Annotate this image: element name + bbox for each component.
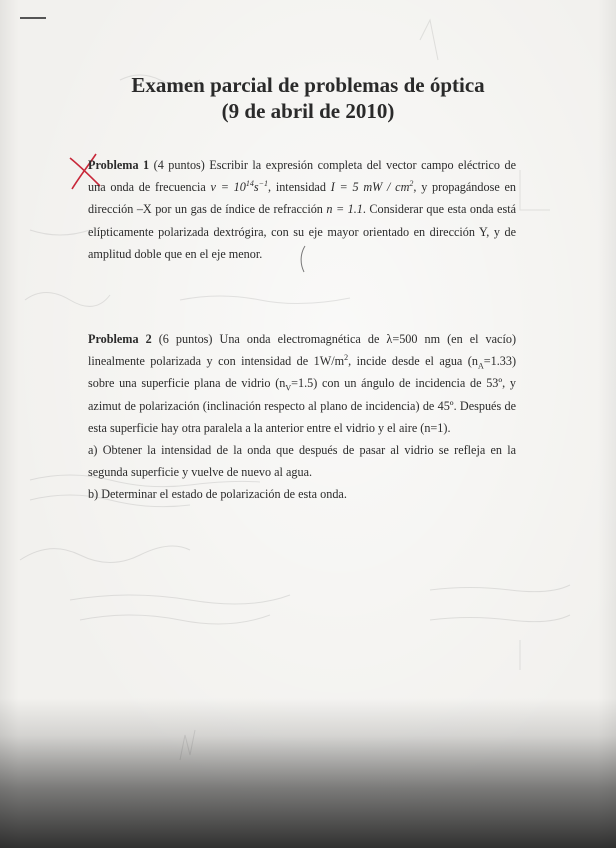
title-line-2: (9 de abril de 2010) <box>221 99 395 123</box>
problem-2-statement: Problema 2 (6 puntos) Una onda electromagnética de λ=500 nm (en el vacío) linealmente polarizada y con intensidad de $1W/m^2$, incide desde el agua $(n_A=1.33)$ sobre una superficie plana de vidrio $(n_V=1.5)$ con un ángulo de incidencia de 53º, y azimut de polarización (inclinación respecto al plano de incidencia) de 45º. Después de esta superficie hay otra paralela a la anterior entre el vidrio y el aire (n=1). <box>88 332 517 435</box>
problem-2-part-a: a) Obtener la intensidad de la onda que después de pasar al vidrio se refleja en la segunda superficie y vuelve de nuevo al agua. <box>88 443 516 480</box>
problem-2-label: Problema 2 <box>88 332 152 346</box>
problem-2-points: (6 puntos) <box>158 332 213 346</box>
scan-mark <box>20 17 46 19</box>
refractive-index-expression: n = 1.1 <box>326 202 363 217</box>
problem-1-points: (4 puntos) <box>153 158 205 172</box>
problem-1-text-d: . Considerar que esta onda está elípticamente polarizada dextrógira, con su eje mayor orientado en dirección Y, y de amplitud doble que en el eje menor. <box>88 202 516 261</box>
scanner-shadow <box>0 698 616 848</box>
frequency-expression: $\nu = 10^{14}s^{-1}$ <box>210 179 269 195</box>
pencil-mark-icon <box>297 244 311 274</box>
exam-title <box>0 72 616 124</box>
problem-1-text-a: Escribir la expresión completa del vector campo eléctrico de una onda de frecuencia <box>88 158 517 195</box>
intensity-expression: I = 5 mW / $cm^2$ <box>330 179 414 195</box>
title-line-1: Examen parcial de problemas de óptica <box>131 73 485 97</box>
problem-1-text-c: , y propagándose en dirección –X por un gas de índice de refracción <box>88 180 516 217</box>
problem-1-text-b: , intensidad <box>268 180 331 195</box>
problem-1-label: Problema 1 <box>88 158 150 172</box>
problem-2-part-b: b) Determinar el estado de polarización de esta onda. <box>88 487 347 502</box>
problem-2 <box>88 328 516 506</box>
